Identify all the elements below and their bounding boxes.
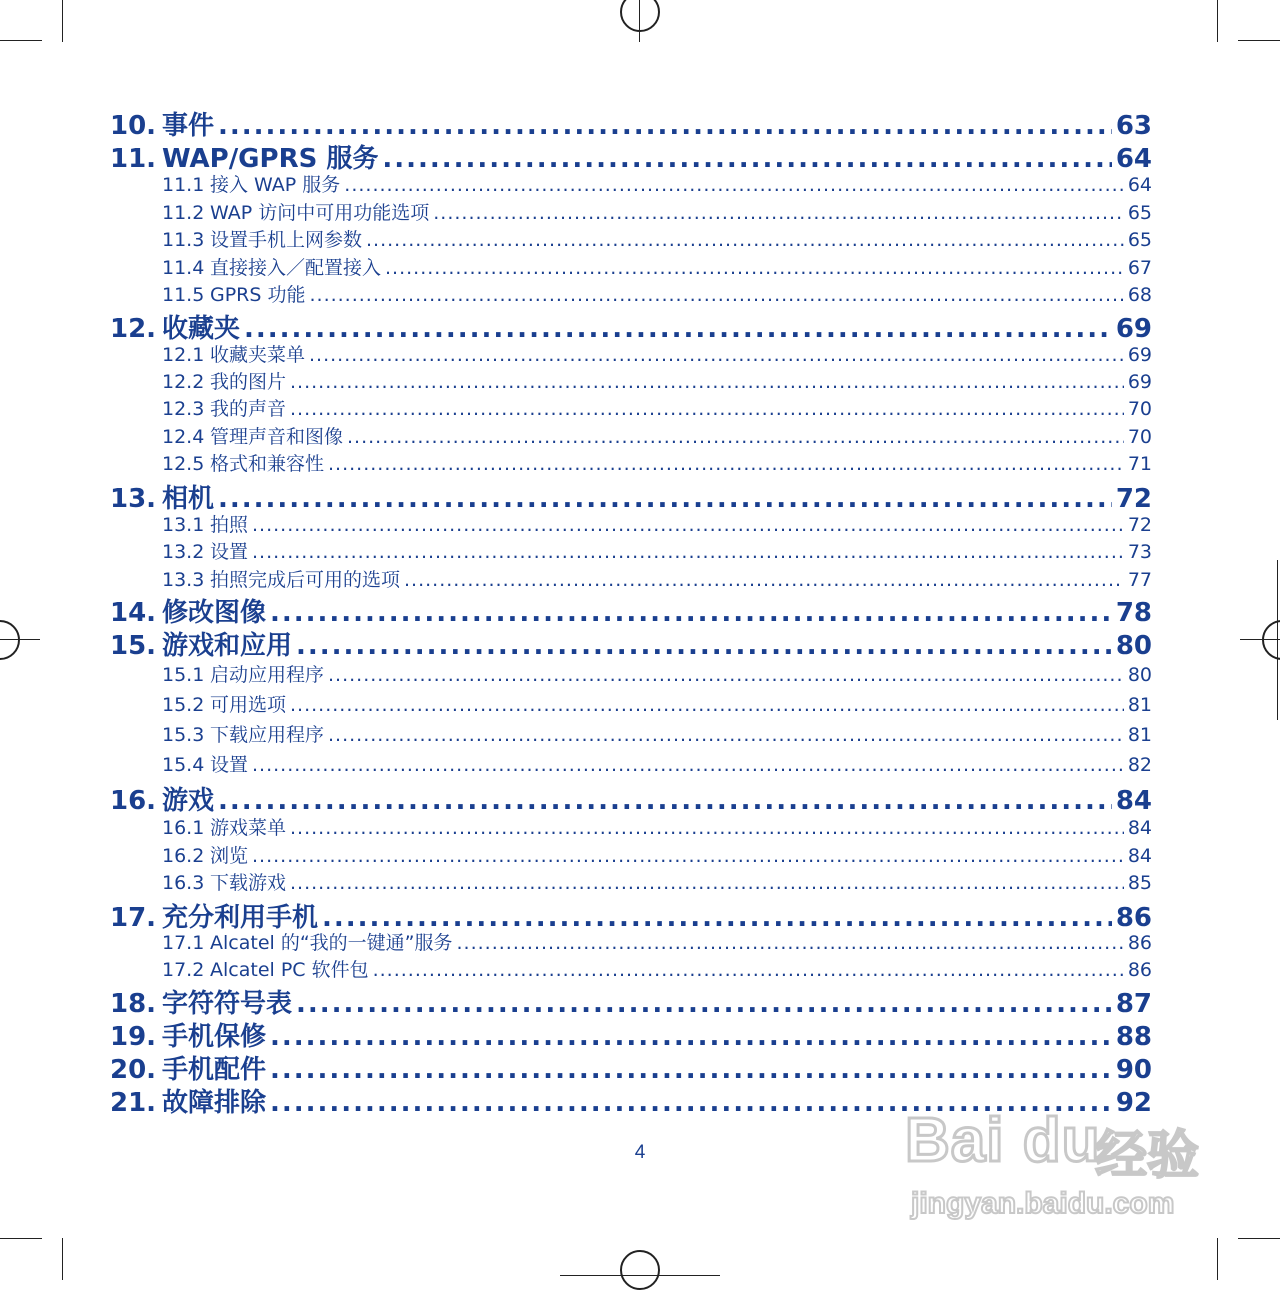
toc-entry-number: 16.2	[162, 845, 205, 867]
toc-leader-dots	[309, 344, 1124, 366]
toc-entry-number: 17.	[110, 903, 157, 933]
toc-entry-title: 设置	[210, 541, 249, 563]
toc-chapter-entry	[110, 1016, 1152, 1053]
toc-section-entry	[110, 510, 1152, 537]
toc-entry-page: 72	[1127, 514, 1152, 536]
crop-mark-icon	[1217, 1238, 1218, 1280]
toc-leader-dots	[290, 694, 1124, 716]
toc-leader-dots	[218, 786, 1112, 816]
toc-entry-number: 12.1	[162, 344, 205, 366]
toc-chapter-entry	[110, 592, 1152, 629]
toc-leader-dots	[218, 111, 1112, 141]
toc-leader-dots	[290, 817, 1124, 839]
toc-entry-title: 设置	[210, 754, 249, 776]
toc-entry-number: 12.	[110, 314, 157, 344]
toc-entry-title: 游戏菜单	[210, 817, 287, 839]
registration-mark-icon	[0, 639, 40, 640]
toc-section-entry	[110, 720, 1152, 747]
toc-entry-number: 17.2	[162, 959, 205, 981]
toc-entry-number: 20.	[110, 1055, 157, 1085]
toc-section-entry	[110, 198, 1152, 225]
toc-entry-title: 我的声音	[210, 398, 287, 420]
watermark-logo: Bai du	[905, 1106, 1101, 1175]
toc-entry-page: 80	[1127, 664, 1152, 686]
toc-section-entry	[110, 955, 1152, 982]
toc-entry-title: 故障排除	[162, 1088, 267, 1118]
toc-entry-number: 16.3	[162, 872, 205, 894]
toc-section-entry	[110, 928, 1152, 955]
toc-entry-number: 16.	[110, 786, 157, 816]
toc-leader-dots	[328, 724, 1124, 746]
toc-chapter-entry	[110, 1049, 1152, 1086]
toc-section-entry	[110, 394, 1152, 421]
toc-section-entry	[110, 813, 1152, 840]
toc-entry-number: 12.2	[162, 371, 205, 393]
toc-entry-page: 92	[1115, 1088, 1152, 1118]
toc-entry-number: 11.3	[162, 229, 205, 251]
toc-leader-dots	[296, 989, 1112, 1019]
toc-entry-page: 69	[1115, 314, 1152, 344]
toc-entry-page: 64	[1127, 174, 1152, 196]
toc-entry-page: 84	[1115, 786, 1152, 816]
toc-entry-title: 下载应用程序	[210, 724, 325, 746]
toc-entry-number: 12.3	[162, 398, 205, 420]
toc-entry-number: 12.5	[162, 453, 205, 475]
toc-leader-dots	[404, 569, 1124, 591]
toc-entry-page: 73	[1127, 541, 1152, 563]
toc-entry-number: 16.1	[162, 817, 205, 839]
watermark-logo-cn: 经验	[1095, 1127, 1200, 1185]
toc-entry-page: 84	[1127, 845, 1152, 867]
toc-entry-page: 81	[1127, 694, 1152, 716]
registration-mark-icon	[1240, 639, 1280, 640]
toc-entry-number: 11.1	[162, 174, 205, 196]
toc-entry-number: 15.2	[162, 694, 205, 716]
toc-leader-dots	[328, 453, 1124, 475]
toc-entry-number: 14.	[110, 598, 157, 628]
toc-entry-page: 81	[1127, 724, 1152, 746]
toc-section-entry	[110, 280, 1152, 307]
crop-mark-icon	[1217, 0, 1218, 42]
crop-mark-icon	[0, 1238, 42, 1239]
toc-leader-dots	[290, 872, 1124, 894]
toc-leader-dots	[270, 1022, 1112, 1052]
toc-entry-title: 充分利用手机	[162, 903, 319, 933]
toc-entry-number: 13.3	[162, 569, 205, 591]
toc-entry-title: 设置手机上网参数	[210, 229, 363, 251]
toc-entry-number: 18.	[110, 989, 157, 1019]
toc-entry-title: 修改图像	[162, 598, 267, 628]
toc-entry-page: 87	[1115, 989, 1152, 1019]
toc-entry-number: 13.	[110, 484, 157, 514]
toc-entry-number: 11.	[110, 144, 157, 174]
toc-entry-number: 15.4	[162, 754, 205, 776]
toc-entry-page: 77	[1127, 569, 1152, 591]
toc-leader-dots	[433, 202, 1124, 224]
crop-mark-icon	[1238, 1238, 1280, 1239]
toc-entry-title: 管理声音和图像	[210, 426, 344, 448]
toc-leader-dots	[347, 426, 1124, 448]
toc-entry-number: 15.	[110, 631, 157, 661]
toc-entry-title: Alcatel 的“我的一键通”服务	[210, 932, 453, 954]
crop-mark-icon	[62, 1238, 63, 1280]
toc-section-entry	[110, 367, 1152, 394]
toc-leader-dots	[252, 514, 1124, 536]
toc-entry-number: 15.1	[162, 664, 205, 686]
toc-entry-title: 浏览	[210, 845, 249, 867]
toc-section-entry	[110, 170, 1152, 197]
toc-entry-title: 可用选项	[210, 694, 287, 716]
toc-leader-dots	[373, 959, 1124, 981]
page-number: 4	[634, 1142, 646, 1163]
toc-entry-page: 86	[1127, 932, 1152, 954]
toc-leader-dots	[296, 631, 1112, 661]
toc-entry-page: 86	[1115, 903, 1152, 933]
toc-entry-title: 字符符号表	[162, 989, 293, 1019]
toc-entry-title: 游戏和应用	[162, 631, 293, 661]
toc-leader-dots	[252, 541, 1124, 563]
toc-section-entry	[110, 449, 1152, 476]
toc-entry-number: 19.	[110, 1022, 157, 1052]
toc-entry-title: 直接接入／配置接入	[210, 257, 382, 279]
toc-entry-page: 72	[1115, 484, 1152, 514]
toc-entry-title: GPRS 功能	[210, 284, 306, 306]
toc-leader-dots	[270, 1055, 1112, 1085]
toc-entry-number: 15.3	[162, 724, 205, 746]
toc-leader-dots	[328, 664, 1124, 686]
toc-entry-page: 68	[1127, 284, 1152, 306]
toc-section-entry	[110, 537, 1152, 564]
toc-entry-number: 10.	[110, 111, 157, 141]
toc-entry-page: 69	[1127, 344, 1152, 366]
toc-entry-page: 63	[1115, 111, 1152, 141]
toc-leader-dots	[309, 284, 1123, 306]
toc-entry-page: 65	[1127, 202, 1152, 224]
toc-leader-dots	[457, 932, 1124, 954]
toc-entry-page: 70	[1127, 398, 1152, 420]
toc-entry-title: WAP/GPRS 服务	[162, 144, 379, 174]
toc-entry-title: 接入 WAP 服务	[210, 174, 341, 196]
toc-entry-page: 64	[1115, 144, 1152, 174]
toc-entry-title: 相机	[162, 484, 215, 514]
toc-chapter-entry	[110, 780, 1152, 817]
toc-entry-number: 13.1	[162, 514, 205, 536]
toc-entry-title: 收藏夹菜单	[210, 344, 306, 366]
toc-entry-title: 启动应用程序	[210, 664, 325, 686]
registration-mark-icon	[560, 1275, 720, 1276]
toc-entry-page: 67	[1127, 257, 1152, 279]
toc-entry-number: 21.	[110, 1088, 157, 1118]
toc-entry-title: 我的图片	[210, 371, 287, 393]
toc-entry-title: 拍照完成后可用的选项	[210, 569, 401, 591]
toc-leader-dots	[366, 229, 1124, 251]
toc-section-entry	[110, 340, 1152, 367]
toc-leader-dots	[270, 598, 1112, 628]
toc-entry-page: 69	[1127, 371, 1152, 393]
crop-mark-icon	[0, 40, 42, 41]
toc-entry-page: 84	[1127, 817, 1152, 839]
toc-entry-page: 90	[1115, 1055, 1152, 1085]
toc-leader-dots	[252, 845, 1124, 867]
toc-section-entry	[110, 225, 1152, 252]
toc-entry-title: 事件	[162, 111, 215, 141]
toc-entry-page: 70	[1127, 426, 1152, 448]
toc-section-entry	[110, 750, 1152, 777]
toc-entry-number: 11.4	[162, 257, 205, 279]
toc-entry-number: 11.2	[162, 202, 205, 224]
toc-leader-dots	[385, 257, 1124, 279]
toc-entry-title: 游戏	[162, 786, 215, 816]
registration-mark-icon	[620, 1250, 660, 1290]
toc-section-entry	[110, 868, 1152, 895]
toc-section-entry	[110, 841, 1152, 868]
toc-section-entry	[110, 422, 1152, 449]
toc-chapter-entry	[110, 105, 1152, 142]
registration-mark-icon	[620, 0, 660, 32]
toc-entry-title: 手机配件	[162, 1055, 267, 1085]
toc-leader-dots	[290, 398, 1124, 420]
toc-entry-page: 78	[1115, 598, 1152, 628]
toc-entry-number: 12.4	[162, 426, 205, 448]
toc-leader-dots	[252, 754, 1124, 776]
toc-entry-title: 拍照	[210, 514, 249, 536]
baidu-jingyan-watermark	[905, 1105, 1205, 1235]
toc-leader-dots	[290, 371, 1124, 393]
toc-chapter-entry	[110, 625, 1152, 662]
toc-entry-page: 65	[1127, 229, 1152, 251]
toc-section-entry	[110, 690, 1152, 717]
toc-leader-dots	[344, 174, 1124, 196]
registration-mark-icon	[639, 0, 640, 42]
crop-mark-icon	[1238, 40, 1280, 41]
toc-entry-page: 88	[1115, 1022, 1152, 1052]
watermark-url: jingyan.baidu.com	[911, 1187, 1175, 1220]
registration-mark-icon	[0, 620, 20, 660]
toc-chapter-entry	[110, 983, 1152, 1020]
toc-entry-title: 收藏夹	[162, 314, 241, 344]
toc-entry-title: 手机保修	[162, 1022, 267, 1052]
toc-section-entry	[110, 565, 1152, 592]
toc-entry-number: 17.1	[162, 932, 205, 954]
toc-entry-page: 80	[1115, 631, 1152, 661]
toc-entry-number: 13.2	[162, 541, 205, 563]
toc-entry-title: WAP 访问中可用功能选项	[210, 202, 430, 224]
toc-entry-page: 86	[1127, 959, 1152, 981]
toc-section-entry	[110, 660, 1152, 687]
toc-section-entry	[110, 253, 1152, 280]
toc-entry-page: 71	[1127, 453, 1152, 475]
toc-entry-title: 下载游戏	[210, 872, 287, 894]
toc-entry-title: 格式和兼容性	[210, 453, 325, 475]
toc-entry-page: 82	[1127, 754, 1152, 776]
registration-mark-icon	[1277, 560, 1278, 720]
toc-entry-title: Alcatel PC 软件包	[210, 959, 369, 981]
toc-entry-number: 11.5	[162, 284, 205, 306]
crop-mark-icon	[62, 0, 63, 42]
toc-entry-page: 85	[1127, 872, 1152, 894]
